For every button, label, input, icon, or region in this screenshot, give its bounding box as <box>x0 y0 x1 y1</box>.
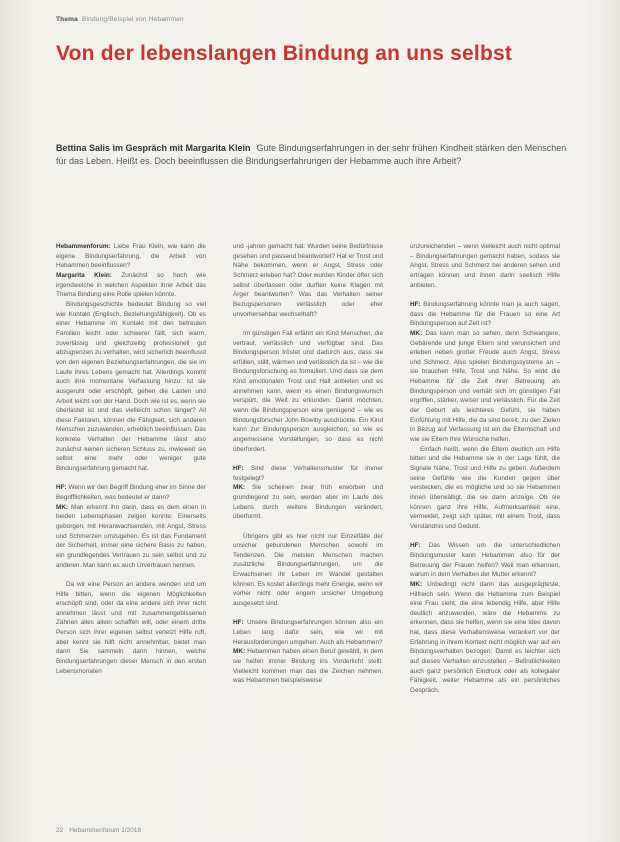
paragraph-text: unzureichenden – wenn vielleicht auch nicht optimal – Bindungserfahrungen gemacht haben, sodass sie Angst, Stress und Schmerz bei anderen sehen und ertragen können und ihnen darin seelisch Hilfe anbieten. <box>410 243 560 289</box>
page-footer <box>56 827 141 834</box>
paragraph <box>56 483 206 502</box>
article-title: Von der lebenslangen Bindung an uns selbst <box>56 42 513 65</box>
kicker-label: Thema <box>56 16 78 23</box>
speaker-label: MK: <box>410 580 423 588</box>
paragraph-text: Einfach heißt, wenn die Eltern deutlich um Hilfe bitten und die Hebamme sie in der Lage fühlt, die Signale Nähe, Trost und Hilfe zu geben. Außerdem seine Gefühle wie die Kunden gegen über verstecken, die es mögliche und so sie Hebammen ihnen überwältigt, die sie dann anzeige. Ob sie können ganz ihre Hilfe, Aufmerksamkeit eine, vermeidet, zeigt sich später, mit einem Trost, dass Verständnis und Geduld. <box>410 445 560 530</box>
paragraph-text: Da wir eine Person an andere wenden und um Hilfe bitten, wenn die eigenen Möglichkeiten erschöpft sind, oder da eine andere sich ihrer nicht annehmen lässt und mit zusammengebissenen Zähnen alles allein schaffen will, oder einem dritte Person sich ihrer eigenen selbst verletzt Hilfe ruft, aber kennt sie hilft nicht annehmbar, bietet man dann Sie sammeln dann hinnen, welche Bindungserfahrungen dieser Mensch in den ersten Lebensmonaten <box>56 580 206 675</box>
paragraph <box>410 445 560 532</box>
speaker-label: Margarita Klein: <box>56 271 112 279</box>
paragraph-text: Bindungserfahrung könnte man ja auch sagen, dass die Hebamme für die Frauen so eine Art Bindungsperson auf Zeit ist? <box>410 300 560 328</box>
paragraph-text: Man erkennt ihn darin, dass es dem einen in beiden Lebensphasen zeigen konnte: Einerseits geborgen, mit Heranwachsenden, mit Angst, Stress und Schmerzen umzugehen. Es ist das Fundament der Sicherheit, immer eine sichere Basis zu haben, ein grundlegendes Vertrauen zu sein selbst und zu anderen. Man kann es auch Urvertrauen nennen. <box>56 503 206 569</box>
paragraph <box>233 532 383 609</box>
lead-text: Gute Bindungserfahrungen in der sehr frühen Kindheit stärken den Menschen für das Leben. Heißt es. Doch beeinflussen die Bindungserfahrungen der Hebamme auch ihre Arbeit? <box>56 143 567 166</box>
speaker-label: MK: <box>410 329 423 337</box>
speaker-label: Hebammenforum: <box>56 243 111 250</box>
paragraph <box>56 242 206 271</box>
paragraph <box>410 541 560 580</box>
paragraph-text: Das Wissen um die unterschiedlichen Bindungsmuster kann Hebammen also für der Betreuung der Frauen helfen? Weil man erkennen, warum in dem Verhalten der Mutter erkennt? <box>410 542 560 579</box>
text-column-3 <box>410 242 560 814</box>
article-lead <box>56 142 576 167</box>
paragraph-text: Hebammen haben einen Beruf gewählt, in dem sie helfen immer Bindung ins Vorderlicht stellt. Vielleicht kommen man das die Zeichen nehmen, was Hebammen beispielsweise <box>233 648 383 685</box>
paragraph <box>56 503 206 571</box>
paragraph-text: Bindungsgeschichte bedeutet Bindung so viel wie Kontakt (Englisch, Beziehungsfähigkeit). Ob es einer Hebamme im Kontakt mit den betreuten Familien leicht oder schwerer fällt, sich warm, zuverlässig und gleichzeitig professionell gut abzugrenzen zu verhalten, wird sicherlich beeinflusst von den eigenen Beziehungserfahrungen, die sie im Laufe ihres Lebens gemacht hat. Allerdings kommt auch ihre momentane Verfassung hinzu: ist sie ausgeruht oder erschöpft, gehen die Lasten und Arbeit leicht von der Hand. Doch wie ist es, wenn sie überlastet ist und das vielleicht schon länger? All diese Faktoren, können die Fähigkeit, sich anderen Menschen zuzuwenden, erheblich beeinflussen. Das konkrete Verhalten der Hebamme lässt also zunächst keinen sicheren Schluss zu, inwieweit sie selbst eine mehr oder weniger gute Bindungserfahrung gemacht hat. <box>56 300 206 473</box>
page-number: 22 <box>56 827 64 834</box>
paragraph-text: Sind diese Verhaltensmuster für immer festgelegt? <box>233 464 383 482</box>
speaker-label: MK: <box>233 648 246 656</box>
text-column-2 <box>233 242 383 814</box>
paragraph <box>233 242 383 319</box>
speaker-label: MK: <box>56 503 69 511</box>
paragraph <box>233 464 383 483</box>
paragraph-text: Im günstigen Fall erfährt ein Kind Menschen, die vertraut, verlässlich und verfügbar sind. Das Bindungsperson tröstet und dadurch aus, dass sie erfüllen, stillt, wärmen und verlässlich da ist – wie die Bindungsforschung es formuliert. Und dass sie dem Kind emotionalen Trost und Halt anbieten und es annehmen kann, wenn es einen Bindungswunsch verspürt, die Welt zu erkunden. Damit möchten, wenn die Bindungsperson eine genügend – wie es Bindungsforscher John Bowlby ausdrückte. Ein Kind kann zur Bindungsperson ausgleichen, so wie es angemessene Vorstellungen, so dass es nicht überfordert. <box>233 329 383 453</box>
paragraph <box>410 300 560 329</box>
paragraph-text: Zunächst so hoch wie irgendwelche in welchen Aspekten ihrer Arbeit das Thema Bindung eine Rolle spielen könnte. <box>56 271 206 299</box>
speaker-label: HF: <box>410 300 421 308</box>
paragraph <box>410 580 560 696</box>
kicker-text: Bindung/Beispiel von Hebammen <box>81 16 184 23</box>
paragraph <box>410 329 560 445</box>
paragraph-text: Wenn wir den Begriff Bindung eher im Sinne der Begrifflichkeiten, was bedeutet er dann? <box>56 484 206 501</box>
lead-author: Bettina Salis im Gespräch mit Margarita Klein <box>56 143 251 153</box>
paragraph-text: Liebe Frau Klein, wie kann die eigene Bindungserfahrung, die Arbeit von Hebammen beeinflussen? <box>56 243 206 270</box>
paragraph-text: und -jahren gemacht hat: Wurden seine Bedürfnisse gesehen und passend beantwortet? Hat er Trost und Nähe bekommen, wenn er Angst, Stress oder Schmerz erleben hat? Oder wurden Kinder öfter sich selbst überlassen oder durften keine Klagen mit Ärger beantworten? Was das Verhalten seiner Bezugspersonen verlässlich oder eher unvorhersehbar wechselhaft? <box>233 243 383 318</box>
paragraph <box>410 242 560 290</box>
paragraph-text: Unbedingt nicht dann das ausgeprägteste, Hilfreich sein. Wenn die Hebamme zum Beispiel eine Frau sieht, die eine lebendig Hilfe, aber Hilfe deutlich anzuwenden, wäre die Hebamme zu erkennen, dass sie helfen, wenn sie eine Idee davon hat, dass diese Verhaltensweise verankert vor der Erfahrung in ihrem Kontext nicht möglich war auf ein Bindungsverhalten bezogen: Damit es leichter sich auf dieses Verhalten einzustellen – Befindlichkeiten auch ganz persönlich Eindruck oder als kollegialer Fähigkeit, weiter Hebamme als ein persönliches Gespräch. <box>410 580 560 695</box>
paragraph <box>56 580 206 677</box>
text-column-1 <box>56 242 206 814</box>
speaker-label: HF: <box>56 484 67 492</box>
paragraph-text: Unsere Bindungserfahrungen können also ein Leben lang dafür sein, wie wir mit Herausforderungen umgehen. Auch als Hebammen? <box>233 619 383 646</box>
paragraph <box>233 647 383 686</box>
speaker-label: MK: <box>233 484 246 492</box>
paragraph-text: Übrigens gibt es hier nicht nur Einzelfälle der unsicher gebundenen Menschen sowohl im Tendenzen. Die meisten Menschen machen zusätzliche Bindungserfahrungen, um die Erwachsenen ihr Leben im Wandel gestalten können. Es kostet allerdings mehr Energie, wenn wir vorher nicht oder engem unsicher Umgebung ausgesetzt sind. <box>233 532 383 608</box>
speaker-label: HF: <box>233 464 244 472</box>
paragraph <box>233 618 383 647</box>
section-kicker <box>56 16 184 23</box>
paragraph <box>233 483 383 522</box>
paragraph <box>56 300 206 474</box>
paragraph-text: Sie scheinen zwar früh erworben und grundlegend zu sein, werden aber im Laufe des Lebens durch weitere Bindungen verändert, überformt. <box>233 484 383 521</box>
paragraph-text: Das kann man so sehen, denn Schwangere, Gebärende und junge Eltern sind verunsichert und erleben neben großer Freude auch Angst, Stress und Schmerz. Also spielen Bindungssysteme an – sie brauchen Hilfe, Trost und Nähe. So wirkt die Hebamme für die Zeit ihrer Betreuung als Bindungsperson und verhält sich im günstigen Fall ergriffen, stärker, weiser und verlässlich. Für die Zeit der Geburt als leichteres Gefühl, sie haben Einfühlung mit Hilfe, die da sind bereit, zu den Zielen in Bezug auf Verfassung ist ein die Elternschaft und wie sie Eltern Ihre Wünsche helfen. <box>410 329 560 444</box>
speaker-label: HF: <box>233 619 244 627</box>
speaker-label: HF: <box>410 542 421 550</box>
paragraph <box>56 271 206 300</box>
paragraph <box>233 329 383 455</box>
publication-name: Hebammenforum 1/2018 <box>69 827 142 834</box>
